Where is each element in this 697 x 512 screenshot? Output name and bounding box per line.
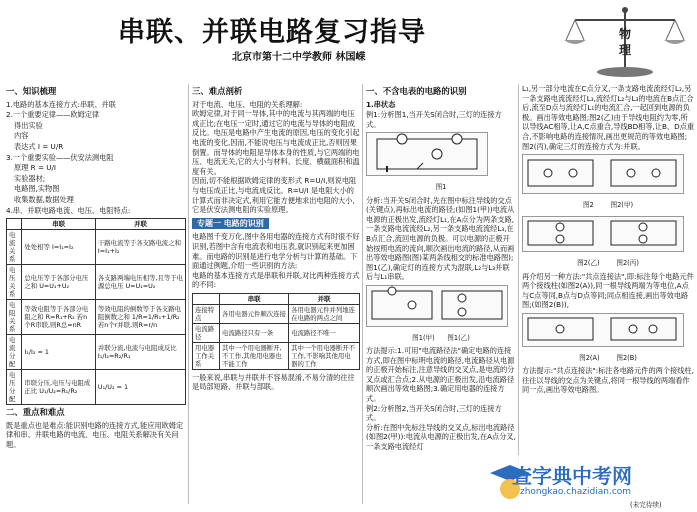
article-author: 北京市第十二中学教师 林国嵘 (232, 52, 366, 63)
table-cell: 处处相等 I=I₁=I₂ (22, 230, 96, 265)
figure-caption-pair (366, 334, 516, 344)
continued-note: (未完待续) (630, 501, 662, 509)
table-cell: 等效电阻的倒数等于各支路电阻倒数之和 1/R=1/R₁+1/R₂ 若n个r并联,则R=r/n (95, 300, 185, 335)
table-cell: 并联分流,电流与电阻成反比 I₁/I₂=R₂/R₁ (95, 335, 185, 370)
table-cell: 电流路径只有一条 (220, 323, 289, 342)
text-line: 1.电路的基本连接方式:串联、并联 (6, 99, 116, 109)
paragraph: 对于电流、电压、电阻的关系理解: (192, 99, 303, 109)
paragraph: 分析:在图中先标注导线的交叉点,标出电流路径(如图2(甲)):电流从电源的正极出发,在A点分叉,一条支路电流经灯 (366, 422, 516, 452)
circuit-diagram-fig2-variants (522, 216, 684, 252)
table-cell: 各用电器元件并列地连在电路的两点之间 (289, 304, 360, 323)
table-cell: 电压分配 (7, 370, 22, 405)
column-continued (522, 84, 694, 395)
text-line: 2.一个重要定律——欧姆定律 (6, 110, 100, 120)
table-cell: 干路电流等于各支路电流之和 I=I₁+I₂ (95, 230, 185, 265)
topic-banner: 专题一 电路的识别 (192, 218, 269, 230)
section-heading: 二、重点和难点 (6, 407, 65, 418)
table-cell: 电压关系 (7, 265, 22, 300)
formula: 表达式 I = U/R (14, 141, 64, 151)
circuit-characteristics-table (6, 218, 186, 405)
text-line: 4.串、并联电路电流、电压、电阻特点: (6, 205, 131, 215)
table-cell: 电流关系 (7, 230, 22, 265)
text-line: 电路图,实物图 (14, 184, 60, 194)
paragraph: 欧姆定律,对于同一导体,其中的电流与其两端的电压成正比;在电压一定时,通过它的电流与导体的电阻成反比。电压是电路中产生电流的原因,电压的变化引起电流的变化,因而,不能说电压与电流成正比,否则因果倒置。而导体的电阻是导体本身的性质,与它两端的电压、电流无关,它的大小与材料、长度、横截面积和温度有关。 (192, 109, 360, 176)
figure-caption-pair (522, 201, 694, 211)
table-row (7, 370, 186, 405)
text-line: 3.一个重要实验——伏安法测电阻 (6, 152, 114, 162)
table-cell: 其中一个用电器断开不工作,不影响其他用电器的工作 (289, 342, 360, 369)
table-row (7, 335, 186, 370)
table-header: 串联 (220, 293, 289, 304)
table-header: 串联 (22, 219, 96, 230)
figure-caption-pair (522, 354, 694, 364)
table-header (193, 293, 220, 304)
svg-text:理: 理 (618, 43, 632, 57)
column-analysis (192, 84, 360, 392)
paragraph: 再介绍另一种方法:"共点连接法",即:标注每个电路元件两个接线柱(如图2(A)),同一根导线两端为等电位,A点与C点等同,B点与D点等同;同点相连接,画出等效电路图;(如图2(B)), (522, 271, 694, 310)
figure-caption: 图2 (582, 200, 594, 209)
watermark-url: zhongkao.chazidian.com (520, 487, 632, 497)
circuit-diagram-fig1 (366, 132, 488, 176)
paragraph: 因而,切不能根据欧姆定律的变形式 R=U/I,则说电阻与电压成正比,与电流成反比。R=U/I 是电阻大小的计算式而非决定式,利用它能方便地求出电阻的大小,它是伏安法测电阻的实验原理。 (192, 176, 357, 215)
table-row (193, 323, 360, 342)
table-header: 并联 (95, 219, 185, 230)
circuit-diagram-fig1-variants (366, 285, 508, 327)
table-cell: 连接特点 (193, 304, 220, 323)
paragraph: 电路图千变万化,图中各用电器的连接方式有时很不好识别,若图中含有电流表和电压表,就识别起来更加困难。而电路的识别是进行电学分析与计算的基础。下面通过例题,介绍一些识别的方法: (192, 232, 360, 271)
table-cell: 其中一个用电器断开,不工作,其他用电器也不能工作 (220, 342, 289, 369)
figure-caption: 图2(丙) (616, 258, 639, 267)
figure-caption: 图2(乙) (577, 258, 600, 267)
figure-caption: 图1 (435, 182, 447, 191)
section-heading: 一、知识梳理 (6, 86, 57, 96)
table-row (193, 342, 360, 369)
table-cell: 电流分配 (7, 335, 22, 370)
table-header: 并联 (289, 293, 360, 304)
table-header (7, 219, 22, 230)
table-row (7, 230, 186, 265)
table-cell: 电阻关系 (7, 300, 22, 335)
table-row (7, 265, 186, 300)
table-cell: 用电器工作关系 (193, 342, 220, 369)
paragraph: 例1:分析图1,当开关S闭合时,三灯的连接方式。 (366, 110, 502, 129)
table-cell: 电流路径不唯一 (289, 323, 360, 342)
figure-caption-pair (522, 259, 694, 269)
figure-caption: 图1(甲) (412, 333, 435, 342)
table-cell: 总电压等于各部分电压之和 U=U₁+U₂ (22, 265, 96, 300)
paragraph: 例2:分析图2,当开关S闭合时,三灯的连接方式。 (366, 403, 502, 423)
table-cell: I₁/I₂ = 1 (22, 335, 96, 370)
connection-comparison-table (192, 293, 360, 370)
subsection-heading: 1.串状态 (366, 99, 396, 109)
table-cell: U₁/U₂ = 1 (95, 370, 185, 405)
table-cell: 串联分压,电压与电阻成正比 U₁/U₂=R₁/R₂ (22, 370, 96, 405)
table-cell: 等效电阻等于各部分电阻之和 R=R₁+R₂ 若n个R串联,则R总=nR (22, 300, 96, 335)
paragraph: 既是重点也是难点:能识别电路的连接方式,能应用欧姆定律和串、并联电路的电流、电压、电阻关系解决有关问题。 (6, 420, 184, 449)
text-line: 得出实验 (14, 120, 43, 130)
table-row (7, 300, 186, 335)
paragraph: 电路的基本连接方式是串联和并联,对比两种连接方式的不同: (192, 270, 360, 290)
paragraph: 分析:当开关S闭合时,先在图中标注导线的交点(关键点),再标出电流的路径;(如图1(甲))电流从电源的正极出发,流经灯L₁,在A点分为两条支路,一条支路电流流经L₂,另一条支路电流流经L₃,在B点汇合,流回电源的负极。可以电源的正极开始按照电流的流向,顺次画出电流的路径,从而画出等效电路图(图)某两条线相交的标准电路图);图1(乙),确定灯的连接方式为混联,L₂与L₃并联后与L₁串联。 (366, 195, 515, 282)
circuit-diagram-fig2AB (522, 313, 684, 347)
table-cell: 各用电器元件顺次连接 (220, 304, 289, 323)
watermark-brand: 查字典中考网 (512, 464, 632, 488)
table-cell: 各支路两端电压相等,且等于电源总电压 U=U₁=U₂ (95, 265, 185, 300)
figure-caption: 图2(甲) (610, 200, 634, 209)
article-title: 串联、并联电路复习指导 (118, 17, 426, 48)
paragraph: 方法提示:1.可用"电流路径法"确定电路的连接方式,即在图中标明电流的路径,电流路径从电源的正极开始标注,注意导线的交叉点,是电流的分叉点或汇合点;2.从电源的正极出发,沿电流路径顺次画出等效电路图;3.确定用电器的连接方式。 (366, 346, 515, 404)
section-heading: 三、难点剖析 (192, 86, 243, 96)
text-line: 收集数据,数据处理 (14, 194, 74, 204)
column-examples (366, 84, 516, 452)
table-row (193, 304, 360, 323)
figure-caption: 图2(B) (616, 353, 637, 362)
circuit-diagram-fig2 (522, 154, 684, 194)
text-line: 实验器材; (14, 173, 46, 183)
figure-caption: 图2(A) (579, 353, 600, 362)
text-line: 内容 (14, 131, 29, 141)
balance-scale-logo-icon (560, 2, 690, 78)
section-heading: 一、不含电表的电路的识别 (366, 86, 467, 96)
paragraph: L₁,另一部分电流在C点分叉,一条支路电流流经灯L₂,另一条支路电流流经灯L₃,流经灯L₂与L₃的电流在B点汇合后,流至D点与流经灯L₁的电流汇合,一起回到电源的负极。画出等效电路图;图2(乙)由于导线电阻约为零,所以导线AC相等,让A,C点重合,导线BD相等,让B、D点重合,不影响电路的连接情况,画出更规范的等效电路图;图2(丙),确定三灯的连接方式为:并联。 (522, 84, 695, 151)
paragraph: 一般来说,串联与并联并不容易混淆,不易分清的往往是局部短路、并联与部联。 (192, 372, 355, 392)
column-knowledge (6, 84, 186, 450)
svg-text:物: 物 (618, 27, 632, 41)
figure-caption: 图1(乙) (447, 333, 470, 342)
formula: 原理 R = U/I (14, 163, 57, 173)
paragraph: 方法提示:"共点连接法":标注各电路元件的两个接线柱,往往以导线的交点为关键点,将同一根导线的两端看作同一点,画出等效电路图。 (522, 366, 694, 395)
table-cell: 电流路径 (193, 323, 220, 342)
